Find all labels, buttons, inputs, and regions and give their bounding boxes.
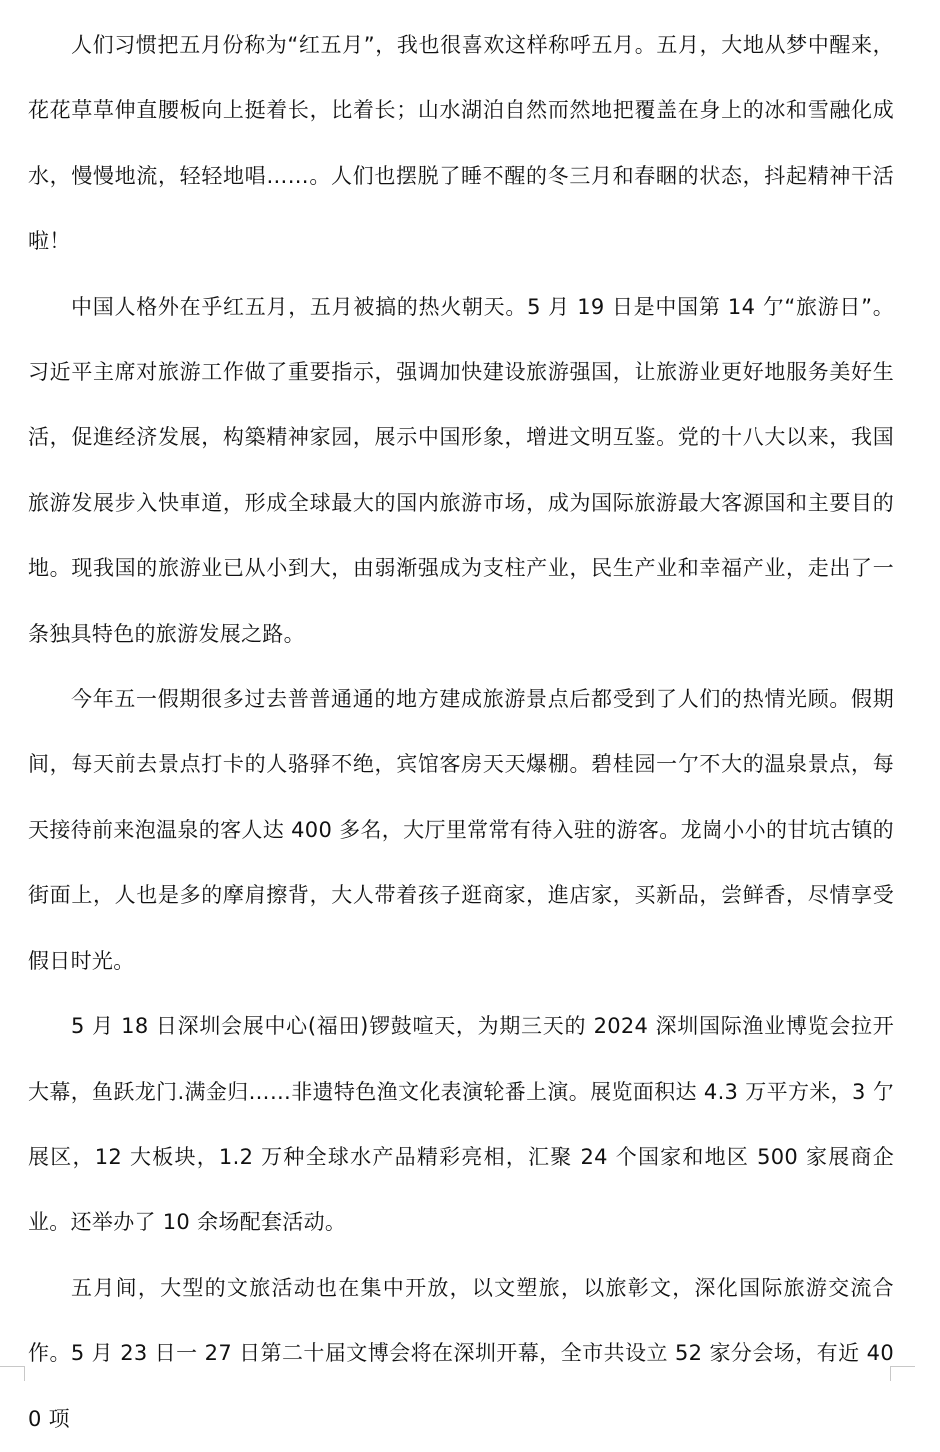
paragraph-1: 人们习惯把五月份称为“红五月”，我也很喜欢这样称呼五月。五月，大地从梦中醒来，花花草草伸直腰板向上挺着长，比着长；山水湖泊自然而然地把覆盖在身上的冰和雪融化成水，慢慢地流，轻轻地唱……。人们也摆脱了睡不醒的冬三月和春睏的状态，抖起精神干活啦！ [28, 33, 894, 254]
article-body [28, 13, 894, 1452]
paragraph-2: 中国人格外在乎红五月，五月被搞的热火朝天。5 月 19 日是中国第 14 亇“旅游日”。习近平主席对旅游工作做了重要指示，强调加快建设旅游强国，让旅游业更好地服务美好生活，促進经济发展，构築精神家园，展示中国形象，增进文明互鉴。党的十八大以来，我国旅游发展步入快車道，形成全球最大的国内旅游市场，成为国际旅游最大客源国和主要目的地。现我国的旅游业已从小到大，由弱渐强成为支柱产业，民生产业和幸福产业，走出了一条独具特色的旅游发展之路。 [28, 294, 894, 646]
page-corner-mark-right [890, 1366, 915, 1381]
paragraph-5: 五月间，大型的文旅活动也在集中开放，以文塑旅，以旅彰文，深化国际旅游交流合作。5 月 23 日一 27 日第二十届文博会将在深圳开幕，全市共设立 52 家分会场，有近 400 项 [28, 1275, 894, 1431]
paragraph-4: 5 月 18 日深圳会展中心(福田)锣鼓喧天，为期三天的 2024 深圳国际渔业博览会拉开大幕，鱼跃龙门.满金归……非遗特色渔文化表演轮番上演。展览面积达 4.3 万平方米，3 亇展区，12 大板块，1.2 万种全球水产品精彩亮相，汇聚 24 个国家和地区 500 家展商企业。还举办了 10 余场配套活动。 [28, 1014, 894, 1235]
paragraph-3: 今年五一假期很多过去普普通通的地方建成旅游景点后都受到了人们的热情光顾。假期间，每天前去景点打卡的人骆驿不绝，宾馆客房天天爆棚。碧桂园一亇不大的温泉景点，每天接待前来泡温泉的客人达 400 多名，大厅里常常有待入驻的游客。龙崗小小的甘坑古镇的街面上，人也是多的摩肩擦背，大人带着孩子逛商家，進店家，买新品，尝鲜香，尽情享受假日时光。 [28, 687, 894, 973]
page-corner-mark-left [0, 1366, 25, 1381]
